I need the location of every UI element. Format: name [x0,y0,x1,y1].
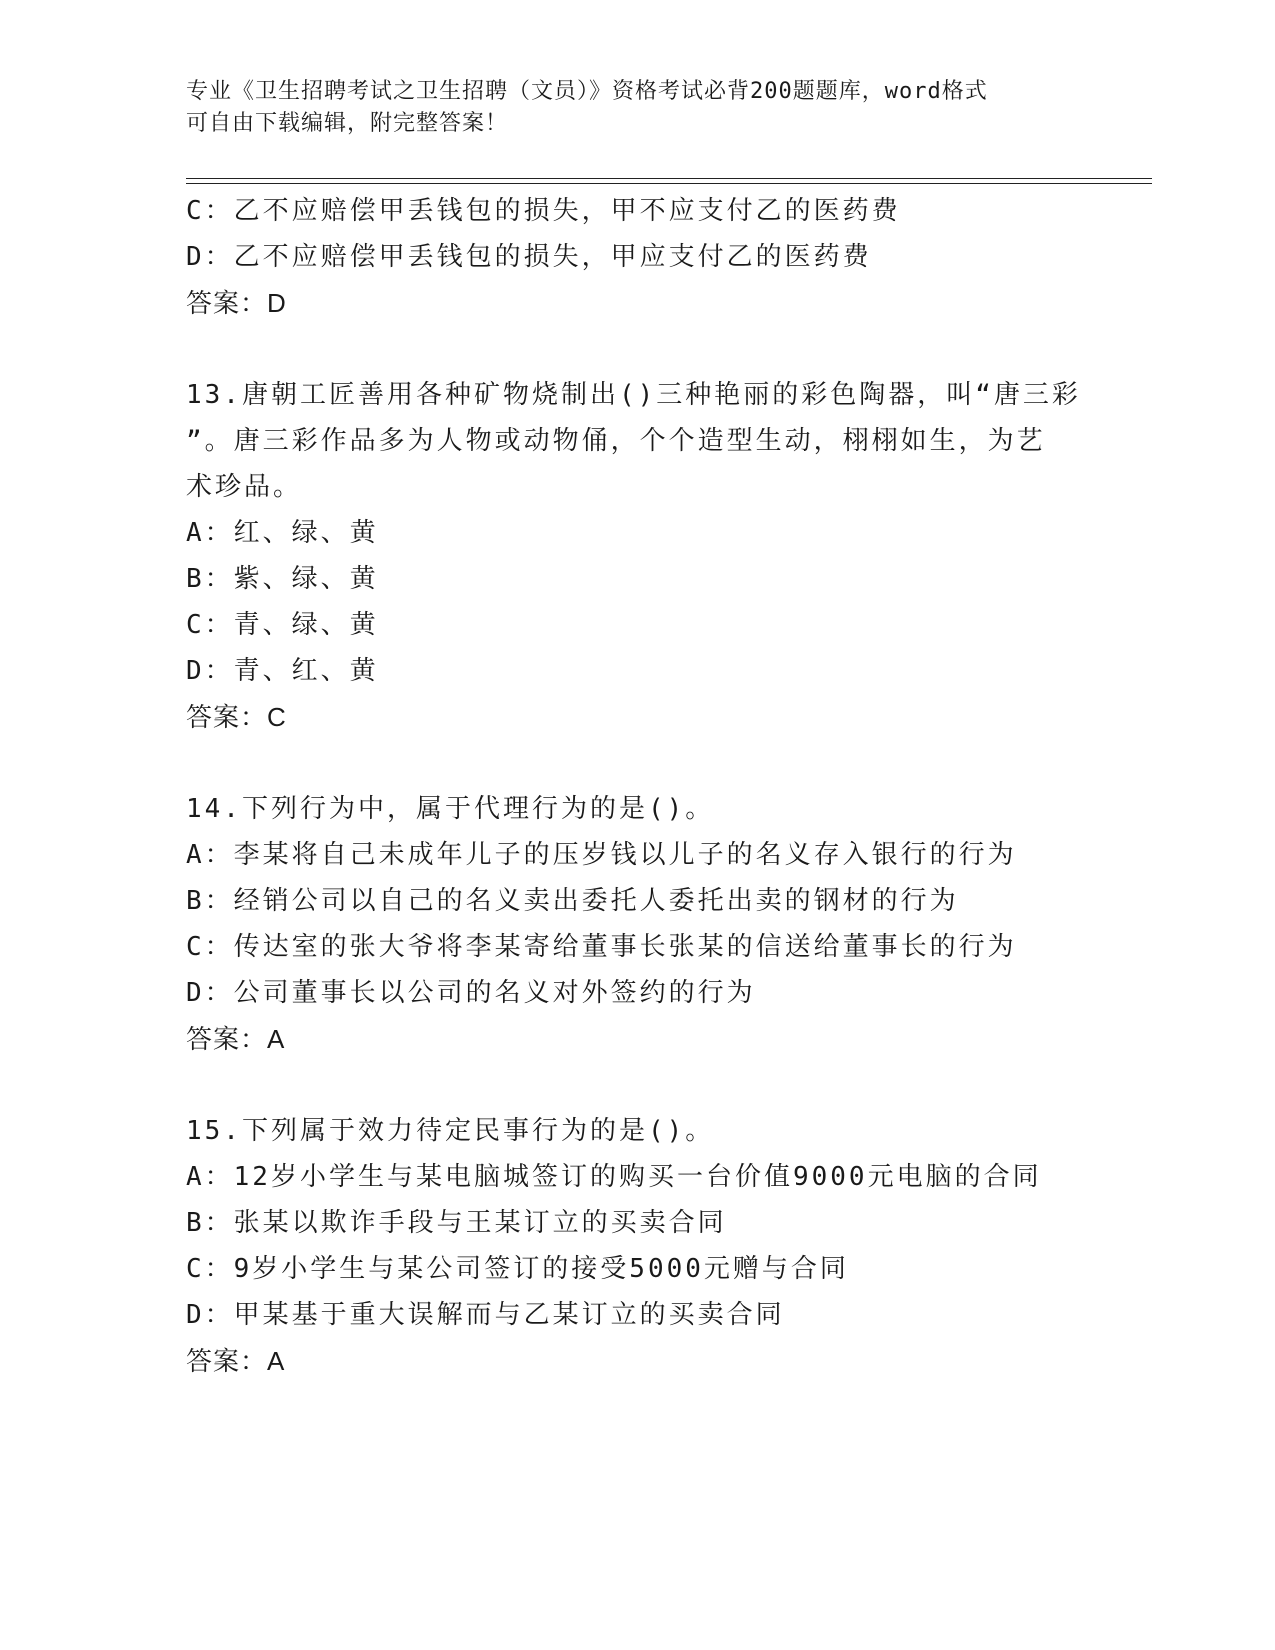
question-text: ”。唐三彩作品多为人物或动物俑，个个造型生动，栩栩如生，为艺 [186,426,1046,456]
question-14 [186,786,1086,1062]
option-c: C：传达室的张大爷将李某寄给董事长张某的信送给董事长的行为 [186,932,1017,962]
option-a: A：12岁小学生与某电脑城签订的购买一台价值9000元电脑的合同 [186,1162,1042,1192]
answer: 答案：C [186,702,287,732]
header-divider-bottom [186,183,1152,184]
option-b: B：张某以欺诈手段与王某订立的买卖合同 [186,1208,727,1238]
option-c: C：乙不应赔偿甲丢钱包的损失，甲不应支付乙的医药费 [186,196,901,226]
question-13 [186,372,1086,740]
option-d: D：青、红、黄 [186,656,379,686]
spacer [186,1062,1086,1108]
option-a: A：李某将自己未成年儿子的压岁钱以儿子的名义存入银行的行为 [186,840,1017,870]
answer: 答案：D [186,288,287,318]
answer: 答案：A [186,1024,286,1054]
answer: 答案：A [186,1346,286,1376]
option-b: B：经销公司以自己的名义卖出委托人委托出卖的钢材的行为 [186,886,959,916]
spacer [186,740,1086,786]
question-text: 15.下列属于效力待定民事行为的是()。 [186,1116,715,1146]
option-d: D：公司董事长以公司的名义对外签约的行为 [186,978,756,1008]
question-text: 14.下列行为中，属于代理行为的是()。 [186,794,715,824]
question-12-continued [186,188,1086,326]
option-d: D：甲某基于重大误解而与乙某订立的买卖合同 [186,1300,785,1330]
question-15 [186,1108,1086,1384]
header-divider-top [186,178,1152,179]
option-c: C：9岁小学生与某公司签订的接受5000元赠与合同 [186,1254,849,1284]
option-a: A：红、绿、黄 [186,518,379,548]
header-line-1: 专业《卫生招聘考试之卫生招聘（文员）》资格考试必背200题题库，word格式 [186,79,988,104]
spacer [186,326,1086,372]
option-b: B：紫、绿、黄 [186,564,379,594]
document-header [186,76,1066,140]
question-text: 术珍品。 [186,472,303,502]
option-c: C：青、绿、黄 [186,610,379,640]
question-list [186,188,1086,1384]
option-d: D：乙不应赔偿甲丢钱包的损失，甲应支付乙的医药费 [186,242,872,272]
question-text: 13.唐朝工匠善用各种矿物烧制出()三种艳丽的彩色陶器，叫“唐三彩 [186,380,1081,410]
header-line-2: 可自由下载编辑，附完整答案！ [186,111,509,136]
